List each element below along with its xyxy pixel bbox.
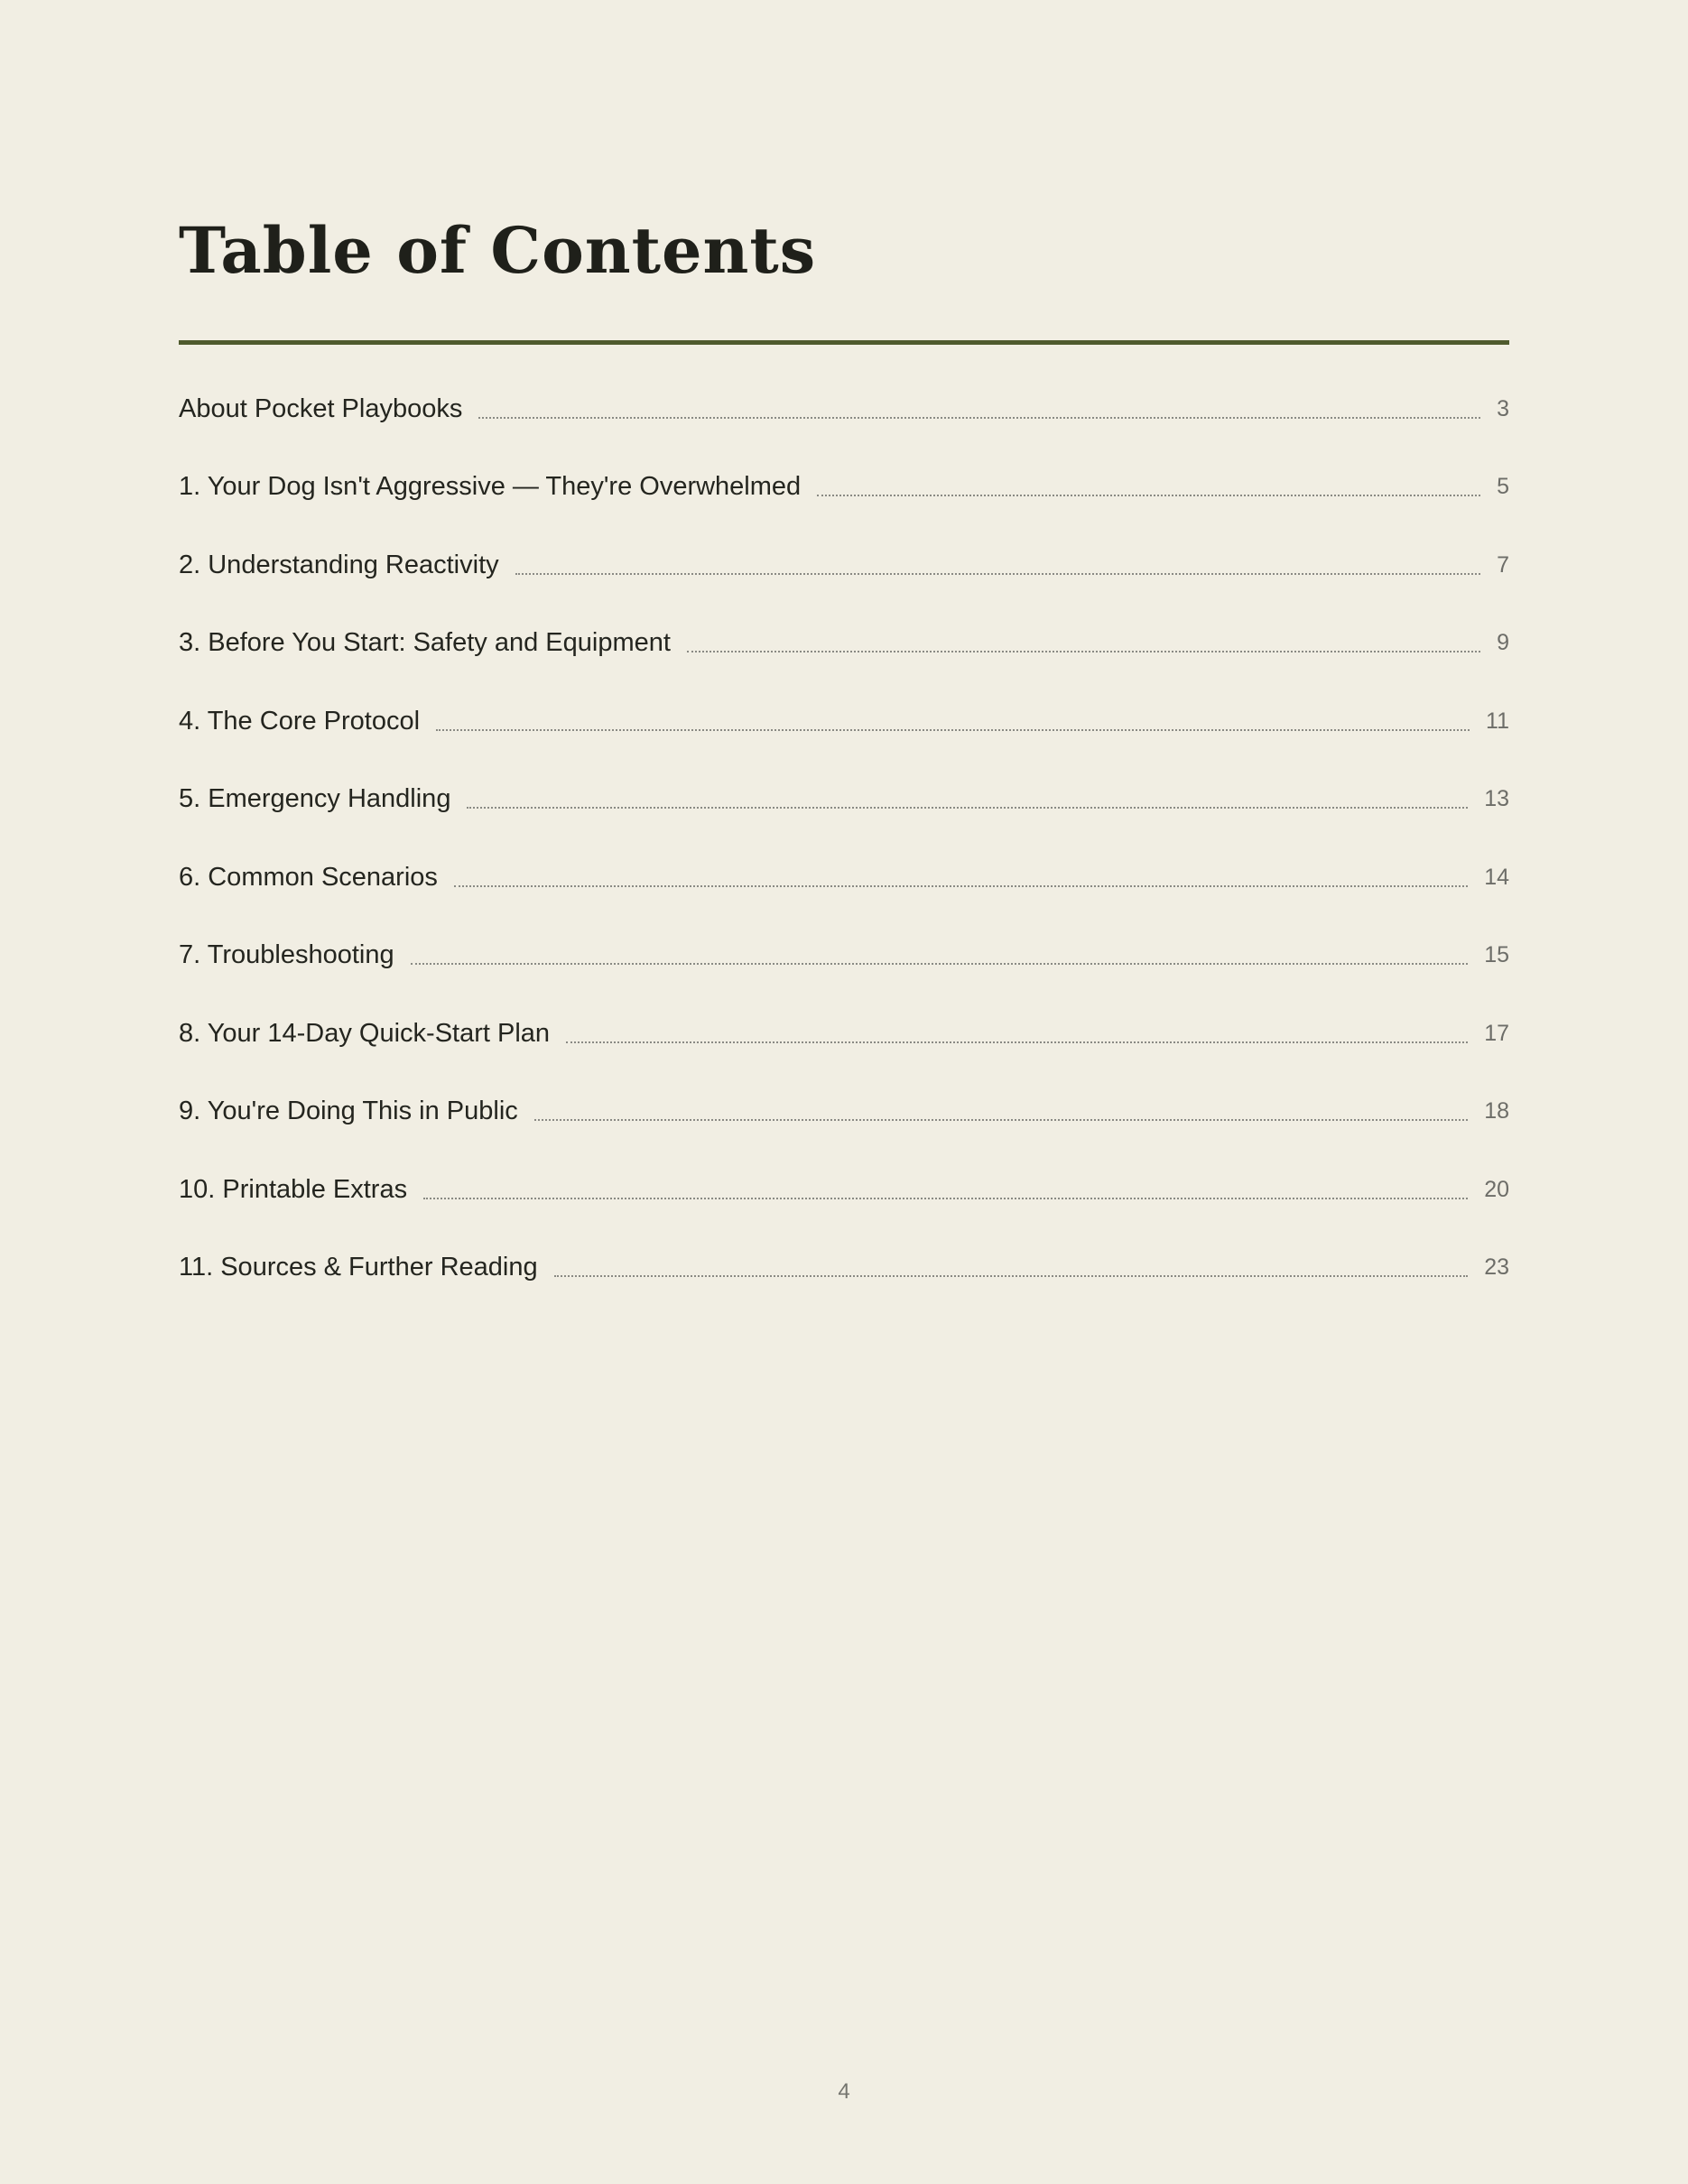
toc-dot-leader <box>687 651 1480 652</box>
toc-entry-page: 7 <box>1497 551 1509 578</box>
toc-entry-page: 23 <box>1484 1254 1509 1280</box>
toc-entry-chapter-6[interactable] <box>179 841 1509 920</box>
toc-entry-chapter-9[interactable] <box>179 1076 1509 1154</box>
toc-entry-page: 3 <box>1497 395 1509 421</box>
toc-entry-title: 10. Printable Extras <box>179 1174 408 1204</box>
title-divider <box>179 340 1509 345</box>
document-page <box>179 0 1509 2184</box>
toc-entry-chapter-7[interactable] <box>179 920 1509 998</box>
toc-entry-title: 2. Understanding Reactivity <box>179 550 499 579</box>
toc-entry-chapter-8[interactable] <box>179 997 1509 1076</box>
toc-dot-leader <box>467 807 1468 809</box>
toc-dot-leader <box>566 1041 1468 1043</box>
toc-dot-leader <box>454 885 1468 887</box>
toc-entry-page: 13 <box>1484 786 1509 811</box>
toc-entry-title: 11. Sources & Further Reading <box>179 1253 538 1282</box>
toc-entry-title: 9. You're Doing This in Public <box>179 1097 518 1125</box>
toc-dot-leader <box>436 729 1470 731</box>
page-number: 4 <box>838 2079 850 2104</box>
toc-dot-leader <box>478 417 1480 419</box>
toc-dot-leader <box>423 1198 1468 1199</box>
toc-entry-title: 8. Your 14-Day Quick-Start Plan <box>179 1018 551 1048</box>
toc-list <box>179 373 1509 1309</box>
toc-entry-page: 9 <box>1497 630 1509 655</box>
page-title: Table of Contents <box>179 213 817 288</box>
toc-entry-chapter-2[interactable] <box>179 529 1509 607</box>
toc-entry-page: 14 <box>1484 864 1509 890</box>
toc-entry-page: 18 <box>1484 1098 1509 1124</box>
toc-entry-title: 1. Your Dog Isn't Aggressive — They're Overwhelmed <box>179 472 802 501</box>
toc-entry-chapter-11[interactable] <box>179 1232 1509 1310</box>
toc-dot-leader <box>554 1275 1469 1277</box>
toc-entry-title: 5. Emergency Handling <box>179 784 451 813</box>
toc-entry-title: 4. The Core Protocol <box>179 706 421 736</box>
toc-entry-page: 5 <box>1497 474 1509 499</box>
toc-entry-page: 20 <box>1484 1176 1509 1202</box>
toc-dot-leader <box>515 573 1480 575</box>
toc-entry-chapter-3[interactable] <box>179 607 1509 686</box>
toc-dot-leader <box>817 495 1480 496</box>
toc-entry-title: About Pocket Playbooks <box>179 393 463 423</box>
toc-entry-page: 11 <box>1486 708 1509 734</box>
toc-entry-title: 6. Common Scenarios <box>179 862 438 892</box>
toc-entry-title: 3. Before You Start: Safety and Equipment <box>179 628 671 657</box>
toc-entry-chapter-4[interactable] <box>179 685 1509 763</box>
toc-entry-page: 17 <box>1484 1020 1509 1046</box>
toc-entry-about[interactable] <box>179 373 1509 451</box>
toc-entry-title: 7. Troubleshooting <box>179 940 394 969</box>
toc-entry-chapter-10[interactable] <box>179 1153 1509 1232</box>
toc-entry-chapter-5[interactable] <box>179 763 1509 842</box>
toc-entry-chapter-1[interactable] <box>179 451 1509 530</box>
toc-dot-leader <box>411 963 1469 965</box>
toc-entry-page: 15 <box>1484 942 1509 967</box>
toc-dot-leader <box>534 1119 1468 1121</box>
